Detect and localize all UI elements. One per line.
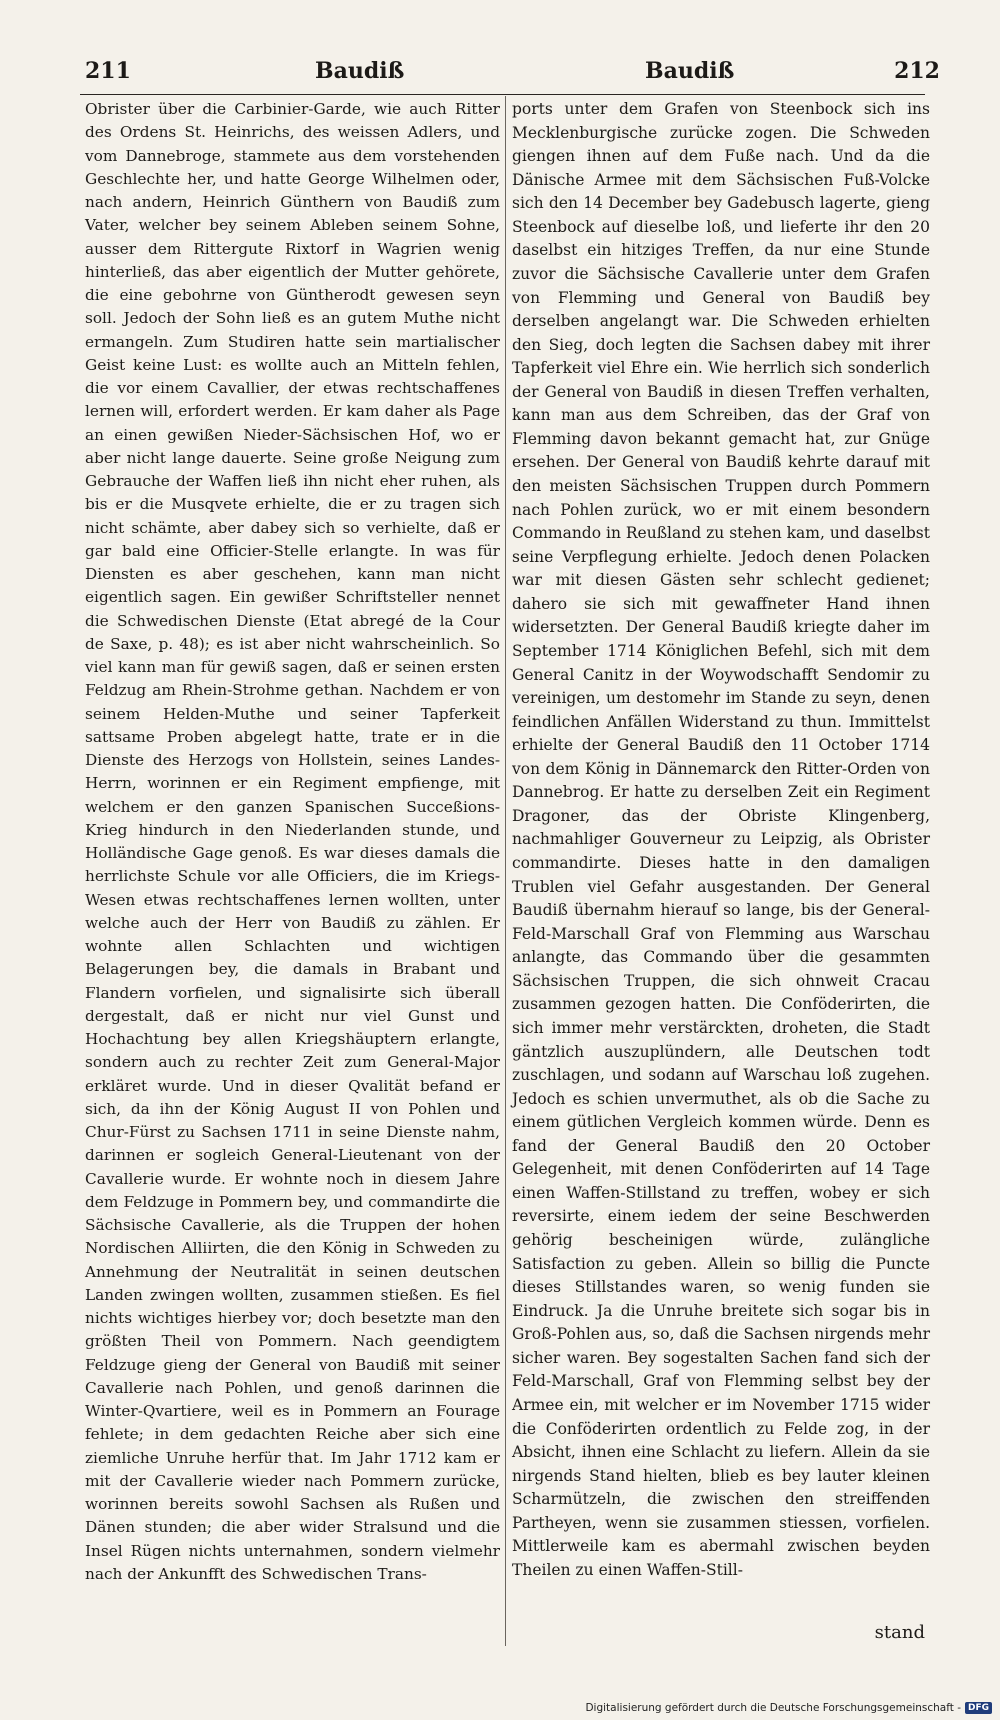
running-header (85, 58, 940, 94)
left-column-text: Obrister über die Carbinier-Garde, wie auch Ritter des Ordens St. Heinrichs, des weissen Adlers, und vom Dannebroge, stammete aus dem vorstehenden Geschlechte her, und hatte George Wilhelmen oder, nach andern, Heinrich Günthern von Baudiß zum Vater, welcher bey seinem Ableben seinem Sohne, ausser dem Rittergute Rixtorf in Wagrien wenig hinterließ, das aber eigentlich der Mutter gehörete, die eine gebohrne von Güntherodt gewesen seyn soll. Jedoch der Sohn ließ es an gutem Muthe nicht ermangeln. Zum Studiren hatte sein martialischer Geist keine Lust: es wollte auch an Mitteln fehlen, die vor einem Cavallier, der etwas rechtschaffenes lernen will, erfordert werden. Er kam daher als Page an einen gewißen Nieder-Sächsischen Hof, wo er aber nicht lange dauerte. Seine große Neigung zum Gebrauche der Waffen ließ ihn nicht eher ruhen, als bis er die Musqvete erhielte, die er zu tragen sich nicht schämte, aber dabey sich so verhielte, daß er gar bald eine Officier-Stelle erlangte. In was für Diensten es aber geschehen, kann man nicht eigentlich sagen. Ein gewißer Schriftsteller nennet die Schwedischen Dienste (Etat abregé de la Cour de Saxe, p. 48); es ist aber nicht wahrscheinlich. So viel kann man für gewiß sagen, daß er seinen ersten Feldzug am Rhein-Strohme gethan. Nachdem er von seinem Helden-Muthe und seiner Tapferkeit sattsame Proben abgelegt hatte, trate er in die Dienste des Herzogs von Hollstein, seines Landes-Herrn, worinnen er ein Regiment empfienge, mit welchem er den ganzen Spanischen Succeßions-Krieg hindurch in den Niederlanden stunde, und Holländische Gage genoß. Es war dieses damals die herrlichste Schule vor alle Officiers, die im Kriegs-Wesen etwas rechtschaffenes lernen wollten, unter welche auch der Herr von Baudiß zu zählen. Er wohnte allen Schlachten und wichtigen Belagerungen bey, die damals in Brabant und Flandern vorfielen, und signalisirte sich überall dergestalt, daß er nicht nur viel Gunst und Hochachtung bey allen Kriegshäuptern erlangte, sondern auch zu rechter Zeit zum General-Major erkläret wurde. Und in dieser Qvalität befand er sich, da ihn der König August II von Pohlen und Chur-Fürst zu Sachsen 1711 in seine Dienste nahm, darinnen er sogleich General-Lieutenant von der Cavallerie wurde. Er wohnte noch in diesem Jahre dem Feldzuge in Pommern bey, und commandirte die Sächsische Cavallerie, als die Truppen der hohen Nordischen Alliirten, die den König in Schweden zu Annehmung der Neutralität in seinen deutschen Landen zwingen wollten, zusammen stießen. Es fiel nichts wichtiges hierbey vor; doch besetzte man den größten Theil von Pommern. Nach geendigtem Feldzuge gieng der General von Baudiß mit seiner Cavallerie nach Pohlen, und genoß darinnen die Winter-Qvartiere, weil es in Pommern an Fourage fehlete; in dem gedachten Reiche aber sich eine ziemliche Unruhe herfür that. Im Jahr 1712 kam er mit der Cavallerie wieder nach Pommern zurücke, worinnen bereits sowohl Sachsen als Rußen und Dänen stunden; die aber wider Stralsund und die Insel Rügen nichts unternahmen, sondern vielmehr nach der Ankunfft des Schwedischen Trans- (85, 100, 500, 1583)
right-running-title: Baudiß (645, 58, 735, 84)
dfg-logo-icon: DFG (965, 1702, 992, 1714)
right-page-number: 212 (894, 58, 940, 84)
column-divider (505, 96, 506, 1646)
right-column (512, 98, 930, 1582)
digitization-footer (585, 1702, 992, 1714)
right-column-text: ports unter dem Grafen von Steenbock sich ins Mecklenburgische zurücke zogen. Die Schweden giengen ihnen auf dem Fuße nach. Und da die Dänische Armee mit dem Sächsischen Fuß-Volcke sich den 14 December bey Gadebusch lagerte, gieng Steenbock auf dieselbe loß, und lieferte ihr den 20 daselbst ein hitziges Treffen, da nur eine Stunde zuvor die Sächsische Cavallerie unter dem Grafen von Flemming und General von Baudiß bey derselben angelangt war. Die Schweden erhielten den Sieg, doch legten die Sachsen dabey mit ihrer Tapferkeit viel Ehre ein. Wie herrlich sich sonderlich der General von Baudiß in diesen Treffen verhalten, kann man aus dem Schreiben, das der Graf von Flemming davon bekannt gemacht hat, zur Gnüge ersehen. Der General von Baudiß kehrte darauf mit den meisten Sächsischen Truppen durch Pommern nach Pohlen zurück, wo er mit einem besondern Commando in Reußland zu stehen kam, und daselbst seine Verpflegung erhielte. Jedoch denen Polacken war mit diesen Gästen sehr schlecht gedienet; dahero sie sich mit gewaffneter Hand ihnen widersetzten. Der General Baudiß kriegte daher im September 1714 Königlichen Befehl, sich mit dem General Canitz in der Woywodschafft Sendomir zu vereinigen, um destomehr im Stande zu seyn, denen feindlichen Anfällen Widerstand zu thun. Immittelst erhielte der General Baudiß den 11 October 1714 von dem König in Dännemarck den Ritter-Orden von Dannebrog. Er hatte zu derselben Zeit ein Regiment Dragoner, das der Obriste Klingenberg, nachmahliger Gouverneur zu Leipzig, als Obrister commandirte. Dieses hatte in den damaligen Trublen viel Gefahr ausgestanden. Der General Baudiß übernahm hierauf so lange, bis der General-Feld-Marschall Graf von Flemming aus Warschau anlangte, das Commando über die gesammten Sächsischen Truppen, die sich ohnweit Cracau zusammen gezogen hatten. Die Conföderirten, die sich immer mehr verstärckten, droheten, die Stadt gäntzlich auszuplündern, alle Deutschen todt zuschlagen, und sodann auf Warschau loß zugehen. Jedoch es schien unvermuthet, als ob die Sache zu einem gütlichen Vergleich kommen würde. Denn es fand der General Baudiß den 20 October Gelegenheit, mit denen Conföderirten auf 14 Tage einen Waffen-Stillstand zu treffen, wobey er sich reversirte, einem iedem der seine Beschwerden gehörig bescheinigen würde, zulängliche Satisfaction zu geben. Allein so billig die Puncte dieses Stillstandes waren, so wenig funden sie Eindruck. Ja die Unruhe breitete sich sogar bis in Groß-Pohlen aus, so, daß die Sachsen nirgends mehr sicher waren. Bey sogestalten Sachen fand sich der Feld-Marschall, Graf von Flemming selbst bey der Armee ein, mit welcher er im November 1715 wider die Conföderirten ordentlich zu Felde zog, in der Absicht, ihnen eine Schlacht zu liefern. Allein da sie nirgends Stand hielten, blieb es bey lauter kleinen Scharmützeln, die zwischen den streiffenden Partheyen, wenn sie zusammen stiessen, vorfielen. Mittlerweile kam es abermahl zwischen beyden Theilen zu einen Waffen-Still- (512, 100, 930, 1579)
header-rule (80, 94, 925, 95)
left-column (85, 98, 500, 1586)
footer-credit: Digitalisierung gefördert durch die Deutsche Forschungsgemeinschaft - (585, 1702, 961, 1714)
left-running-title: Baudiß (315, 58, 405, 84)
left-page-number: 211 (85, 58, 131, 84)
catchword: stand (874, 1622, 925, 1643)
